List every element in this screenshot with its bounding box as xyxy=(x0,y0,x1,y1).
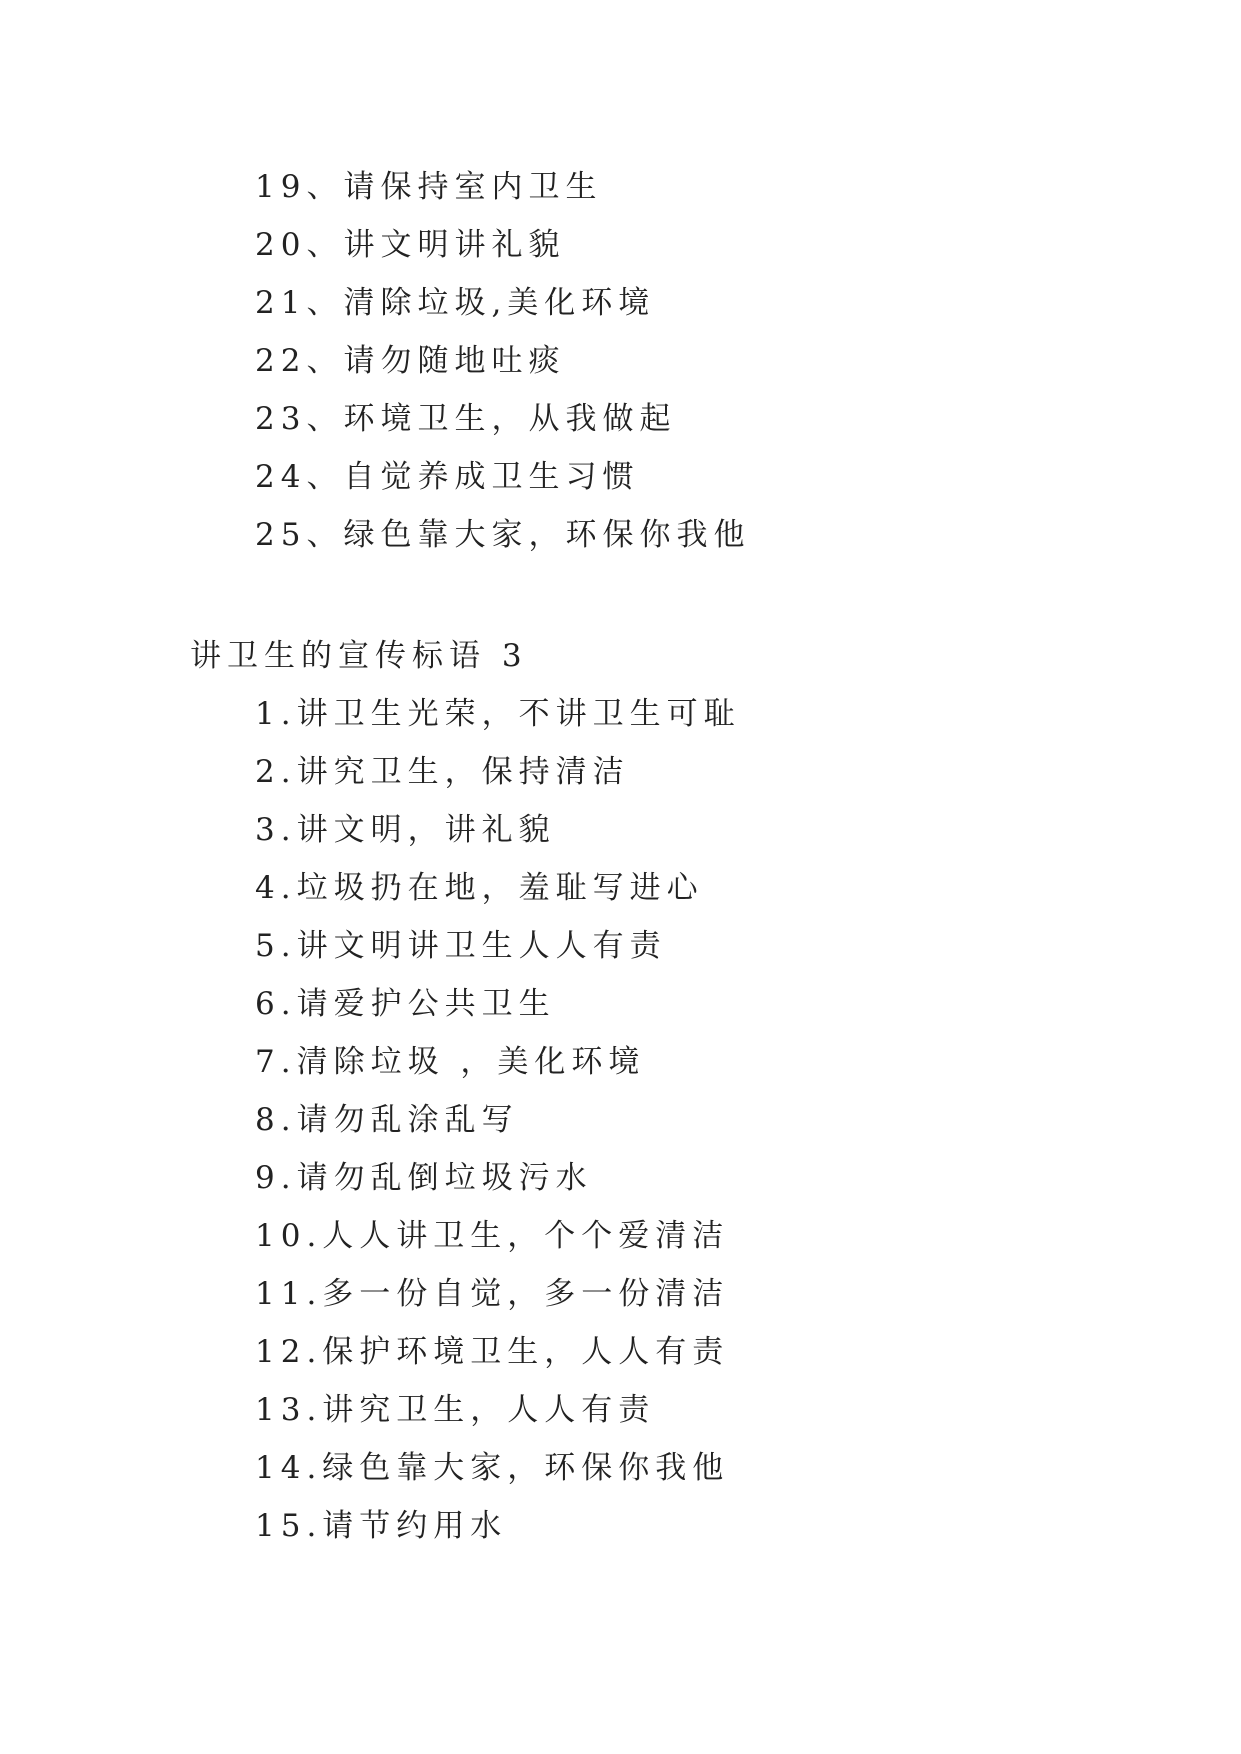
slogan-item: 21、清除垃圾,美化环境 xyxy=(255,285,656,321)
slogan-item: 22、请勿随地吐痰 xyxy=(255,343,566,379)
slogan-item: 7.清除垃圾 ，美化环境 xyxy=(255,1044,646,1080)
slogan-item: 20、讲文明讲礼貌 xyxy=(255,227,566,263)
slogan-list-continued xyxy=(255,158,750,564)
slogan-item: 14.绿色靠大家，环保你我他 xyxy=(255,1450,730,1486)
slogan-item: 3.讲文明，讲礼貌 xyxy=(255,812,556,848)
slogan-item: 12.保护环境卫生，人人有责 xyxy=(255,1334,730,1370)
slogan-item: 25、绿色靠大家，环保你我他 xyxy=(255,517,751,553)
section-heading: 讲卫生的宣传标语 3 xyxy=(190,638,528,674)
slogan-item: 8.请勿乱涂乱写 xyxy=(255,1102,519,1138)
slogan-item: 5.讲文明讲卫生人人有责 xyxy=(255,928,667,964)
slogan-item: 1.讲卫生光荣，不讲卫生可耻 xyxy=(255,696,741,732)
slogan-item: 15.请节约用水 xyxy=(255,1508,508,1544)
slogan-item: 9.请勿乱倒垃圾污水 xyxy=(255,1160,593,1196)
slogan-item: 6.请爱护公共卫生 xyxy=(255,986,556,1022)
slogan-item: 4.垃圾扔在地，羞耻写进心 xyxy=(255,870,704,906)
slogan-item: 23、环境卫生，从我做起 xyxy=(255,401,677,437)
slogan-item: 13.讲究卫生，人人有责 xyxy=(255,1392,656,1428)
slogan-item: 10.人人讲卫生，个个爱清洁 xyxy=(255,1218,730,1254)
slogan-item: 24、自觉养成卫生习惯 xyxy=(255,459,640,495)
slogan-item: 11.多一份自觉，多一份清洁 xyxy=(255,1276,730,1312)
slogan-item: 19、请保持室内卫生 xyxy=(255,169,603,205)
slogan-item: 2.讲究卫生，保持清洁 xyxy=(255,754,630,790)
slogan-list-section-3 xyxy=(255,685,741,1555)
